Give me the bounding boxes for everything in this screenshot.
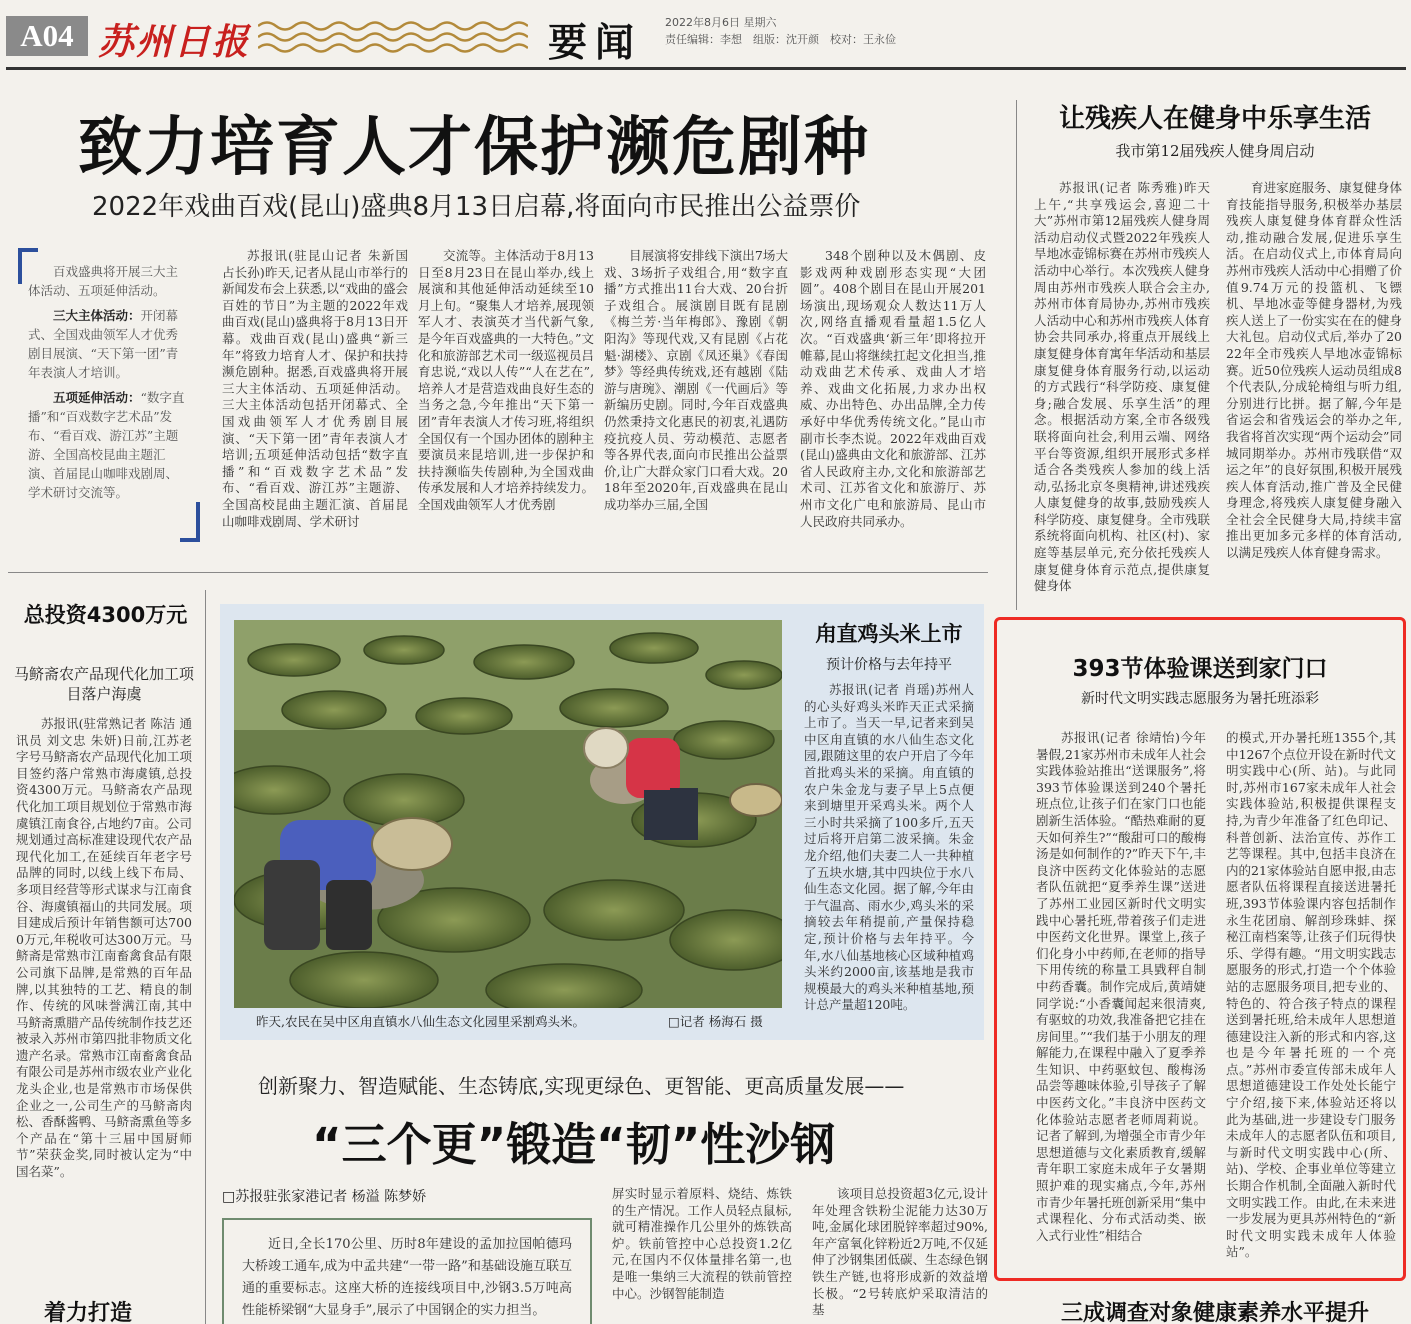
quote-bracket-close [180, 502, 200, 542]
column-divider [1016, 100, 1017, 610]
farmers-harvesting-illustration [234, 620, 782, 1008]
photo-caption: 昨天,农民在吴中区甪直镇水八仙生态文化园里采割鸡头米。 [256, 1014, 585, 1029]
disabled-sports-column-2: 育进家庭服务、康复健身体育技能指导服务,积极举办基层残疾人康复健身体育群众性活动,推动融合发展,促进乐享生活。在启动仪式上,市体育局向苏州市残疾人活动中心捐赠了价值9.74万元的投篮机、飞镖机、旱地冰壶等健身器材,为残疾人送上了一份实实在在的健身大礼包。启动仪式后,举办了2022年全市残疾人旱地冰壶锦标赛。近50位残疾人运动员组成8个代表队,分成轮椅组与听力组,分别进行比拼。据了解,今年是省运会和省残运会的举办之年,我省将首次实现“两个运动会”同城同期举办。苏州市残联借“双运之年”的良好氛围,积极开展残疾人体育活动,推广普及全民健身理念,将残疾人康复健身融入全社会全民健身大局,持续丰富推出更加多元多样的体育活动,以满足残疾人体育健身需求。 [1226, 180, 1402, 561]
investment-headline: 总投资4300万元 [23, 603, 188, 627]
lead-summary [28, 262, 188, 508]
lead-subheadline: 2022年戏曲百戏(昆山)盛典8月13日启幕,将面向市民推出公益票价 [92, 192, 861, 222]
steel-intro-box [222, 1218, 592, 1324]
wave-ornament [258, 18, 528, 56]
foxnut-headline: 甪直鸡头米上市 [815, 622, 963, 646]
section-divider [8, 572, 988, 573]
steel-headline: “三个更”锻造“韧”性沙钢 [312, 1118, 836, 1171]
lead-column-4: 348个剧种以及木偶剧、皮影戏两种戏剧形态实现“大团圆”。408个剧目在昆山开展201场演出,现场观众人数达11万人次,网络直播观看量超1.5亿人次。“百戏盛典‘新三年’即将拉开帷幕,昆山将继续扛起文化担当,推动戏曲艺术传承、戏曲人才培养、戏曲文化拓展,力求办出权威、办出特色、办出品牌,全力传承好中华优秀传统文化。”昆山市副市长李杰说。2022年戏曲百戏(昆山)盛典由文化和旅游部、江苏省人民政府主办,文化和旅游部艺术司、江苏省文化和旅游厅、苏州市文化广电和旅游局、昆山市人民政府共同承办。 [800, 248, 986, 529]
steel-column-2: 该项目总投资超3亿元,设计年处理含铁粉尘泥能力达30万吨,金属化球团脱锌率超过90%,年产富氧化锌粉近2万吨,不仅延伸了沙钢集团低碳、生态绿色钢铁生产链,也将形成新的效益增长极。“2号转底炉采取清洁的基 [812, 1186, 988, 1318]
disabled-sports-headline: 让残疾人在健身中乐享生活 [1058, 104, 1371, 134]
publish-date: 2022年8月6日 星期六 [665, 16, 777, 29]
summary-main: 三大主体活动：开闭幕式、全国戏曲领军人才优秀剧目展演、“天下第一团”青年表演人才培训。 [28, 308, 179, 380]
steel-intro-text: 近日,全长170公里、历时8年建设的孟加拉国帕德玛大桥竣工通车,成为中孟共建“一带一路”和基础设施互联互通的重要标志。这座大桥的连接线项目中,沙钢3.5万吨高性能桥梁钢“大显身手”,展示了中国钢企的实力担当。 [242, 1237, 572, 1318]
summary-extension: 五项延伸活动：“数字直播”和“百戏数字艺术品”发布、“看百戏、游江苏”主题游、全国高校昆曲主题汇演、首届昆山咖啡戏剧周、学术研讨交流等。 [28, 390, 185, 500]
summary-intro: 百戏盛典将开展三大主体活动、五项延伸活动。 [28, 264, 179, 298]
photo-credit: □记者 杨海石 摄 [668, 1014, 763, 1029]
steel-byline: □苏报驻张家港记者 杨溢 陈梦娇 [222, 1189, 427, 1205]
investment-subheadline: 马鲚斋农产品现代化加工项目落户海虞 [14, 665, 195, 703]
highlight-subheadline: 新时代文明实践志愿服务为暑托班添彩 [1081, 691, 1319, 707]
lead-column-1: 苏报讯(驻昆山记者 朱新国 占长孙)昨天,记者从昆山市举行的新闻发布会上获悉,以“戏曲的盛会 百姓的节日”为主题的2022年戏曲百戏(昆山)盛典将于8月13日开幕。戏曲百戏(昆山)盛典“新三年”将致力培育人才、保护和扶持濒危剧种。据悉,百戏盛典将开展三大主体活动、五项延伸活动。三大主体活动包括开闭幕式、全国戏曲领军人才优秀剧目展演、“天下第一团”青年表演人才培训;五项延伸活动包括“数字直播”和“百戏数字艺术品”发布、“看百戏、游江苏”主题游、全国高校昆曲主题汇演、首届昆山咖啡戏剧周、学术研讨 [222, 248, 408, 529]
highlight-headline: 393节体验课送到家门口 [1072, 656, 1328, 682]
highlight-column-2: 的模式,开办暑托班1355个,其中1267个点位开设在新时代文明实践中心(所、站)。与此同时,苏州市167家未成年人社会实践体验站,积极提供课程支持,为青少年准备了红色印记、科普创新、法治宣传、苏作工艺等课程。其中,包括丰良济在内的21家体验站自愿申报,由志愿者队伍将课程直接送进暑托班,393节体验课内容包括制作永生花团扇、解剖珍珠蚌、探秘江南档案等,让孩子们玩得快乐、学得有趣。“用文明实践志愿服务的形式,打造一个个体验站的志愿服务项目,把专业的、特色的、符合孩子特点的课程送到暑托班,给未成年人思想道德建设注入新的形式和内容,这也是今年暑托班的一个亮点。”苏州市委宣传部未成年人思想道德建设工作处处长能宁宁介绍,接下来,体验站还将以此为基础,进一步建设专门服务未成年人的志愿者队伍和项目,与新时代文明实践中心(所、站)、学校、企事业单位等建立长期合作机制,全面融入新时代文明实践工作。由此,在未来进一步发展为更具苏州特色的“新时代文明实践未成年人体验站”。 [1226, 730, 1396, 1260]
steel-column-1: 屏实时显示着原料、烧结、炼铁的生产情况。工作人员轻点鼠标,就可精准操作几公里外的炼铁高炉。铁前管控中心总投资1.2亿元,在国内不仅体量排名第一,也是唯一集纳三大流程的铁前管控中心。沙钢智能制造 [612, 1186, 792, 1301]
steel-kicker: 创新聚力、智造赋能、生态铸底,实现更绿色、更智能、更高质量发展—— [258, 1074, 905, 1098]
newspaper-logo: 苏州日报 [98, 21, 251, 63]
editor-credits: 责任编辑：李想 组版：沈开颜 校对：王永俭 [665, 33, 896, 46]
next-article-headline: 着力打造 [44, 1301, 133, 1324]
health-literacy-headline: 三成调查对象健康素养水平提升 [1060, 1301, 1369, 1324]
foxnut-subheadline: 预计价格与去年持平 [826, 657, 952, 673]
disabled-sports-column-1: 苏报讯(记者 陈秀雅)昨天上午,“共享残运会,喜迎二十大”苏州市第12届残疾人健身周活动启动仪式暨2022年残疾人旱地冰壶锦标赛在苏州市残疾人活动中心举行。本次残疾人健身周由苏州市残疾人联合会主办,苏州市体育局协办,苏州市残疾人活动中心和苏州市残疾人体育协会共同承办,将重点开展线上康复健身体育寓年华活动和基层康复健身体育服务行动,以运动的方式践行“科学防疫、康复健身;融合发展、乐享生活”的理念。根据活动方案,全市各级残联将面向社会,利用云端、网络平台等资源,组织开展形式多样适合各类残疾人参加的线上活动,弘扬北京冬奥精神,讲述残疾人康复健身的故事,鼓励残疾人科学防疫、康复健身。全市残联系统将面向机构、社区(村)、家庭等基层单元,充分依托残疾人康复健身体育示范点,提供康复健身体 [1034, 180, 1210, 594]
disabled-sports-subheadline: 我市第12届残疾人健身周启动 [1115, 142, 1315, 160]
section-title: 要闻 [548, 20, 643, 66]
highlight-column-1: 苏报讯(记者 徐靖怡)今年暑假,21家苏州市未成年人社会实践体验站推出“送课服务”,将393节体验课送到240个暑托班点位,让孩子们在家门口也能剧新生活体验。“酷热难耐的夏天如何养生?”“酸甜可口的酸梅汤是如何制作的?”昨天下午,丰良济中医药文化体验站的志愿者队伍就把“夏季养生课”送进了苏州工业园区新时代文明实践中心暑托班,带着孩子们走进中医药文化世界。课堂上,孩子们化身小中药师,在老师的指导下用传统的称量工具戥秤自制中药香囊。制作完成后,黄靖婕同学说:“小香囊闻起来很清爽,有驱蚊的功效,我准备把它挂在房间里。”“我们基于小朋友的理解能力,在课程中融入了夏季养生知识、中药驱蚊包、酸梅汤品尝等趣味体验,引导孩子了解中医药文化。”丰良济中医药文化体验站志愿者老师周莉说。记者了解到,为增强全市青少年思想道德与文化素质教育,缓解青年职工家庭未成年子女暑期照护难的现实痛点,今年,苏州市青少年暑托班创新采用“集中式课程化、分布式活动类、嵌入式行业性”相结合 [1036, 730, 1206, 1243]
masthead-rule [6, 67, 1406, 70]
foxnut-body: 苏报讯(记者 肖瑶)苏州人的心头好鸡头米昨天正式采摘上市了。当天一早,记者来到吴中区甪直镇的水八仙生态文化园,跟随这里的农户开启了今年首批鸡头米的采摘。甪直镇的农户朱金龙与妻子早上5点便来到塘里开采鸡头米。两个人三小时共采摘了100多斤,五天过后将开启第二波采摘。朱金龙介绍,他们夫妻二人一共种植了五块水塘,其中四块位于水八仙生态文化园。据了解,今年由于气温高、雨水少,鸡头米的采摘较去年稍提前,产量保持稳定,预计价格与去年持平。今年,水八仙基地核心区域种植鸡头米约2000亩,该基地是我市规模最大的鸡头米种植基地,预计总产量超120吨。 [804, 682, 974, 1013]
investment-body: 苏报讯(驻常熟记者 陈洁 通讯员 刘文忠 朱妍)日前,江苏老字号马鲚斋农产品现代化加工项目签约落户常熟市海虞镇,总投资4300万元。马鲚斋农产品现代化加工项目规划位于常熟市海虞镇江南食谷,占地约7亩。公司规划通过高标准建设现代农产品现代化加工,在延续百年老字号品牌的同时,以线上线下布局、多项目经营等形式谋求与江南食谷、海虞镇福山的共同发展。项目建成后预计年销售额可达7000万元,年税收可达300万元。马鲚斋是常熟市江南畜禽食品有限公司旗下品牌,是常熟的百年品牌,以其独特的工艺、精良的制作、传统的风味誉满江南,其中马鲚斋熏腊产品传统制作技艺还被录入苏州市第四批非物质文化遗产名录。常熟市江南畜禽食品有限公司是苏州市级农业产业化龙头企业,也是常熟市市场保供企业之一,公司生产的马鲚斋肉松、香酥酱鸭、马鲚斋熏鱼等多个产品在“第十三届中国厨师节”荣获金奖,同时被认定为“中国名菜”。 [16, 716, 192, 1180]
page-number: A04 [6, 16, 88, 56]
lead-column-3: 目展演将安排线下演出7场大戏、3场折子戏组合,用“数字直播”方式推出11台大戏、20台折子戏组合。展演剧目既有昆剧《梅兰芳·当年梅郎》、豫剧《朝阳沟》等现代戏,又有昆剧《占花魁·湖楼》、京剧《凤还巢》《春闺梦》等经典传统戏,还有越剧《陆游与唐琬》、潮剧《一代画后》等新编历史剧。同时,今年百戏盛典仍然秉持文化惠民的初衷,礼遇防疫抗疫人员、劳动模范、志愿者等各界代表,面向市民推出公益票价,让广大群众家门口看大戏。2018年至2020年,百戏盛典在昆山成功举办三届,全国 [604, 248, 788, 512]
column-divider [205, 590, 206, 1324]
news-photo [234, 620, 782, 1008]
lead-headline: 致力培育人才保护濒危剧种 [78, 110, 870, 185]
dateline [665, 14, 896, 48]
lead-column-2: 交流等。主体活动于8月13日至8月23日在昆山举办,线上展演和其他延伸活动延续至10月上旬。“聚集人才培养,展现领军人才、表演英才当代新气象,是今年百戏盛典的一大特色。”文化和旅游部艺术司一级巡视员吕育忠说,“戏以人传”“人在艺在”,培养人才是营造戏曲良好生态的当务之急,今年推出“天下第一团”青年表演人才传习班,将组织全国仅有一个国办团体的剧种主要演员来昆培训,进一步保护和扶持濒临失传剧种,为全国戏曲传承发展和人才培养持续发力。全国戏曲领军人才优秀剧 [418, 248, 594, 512]
